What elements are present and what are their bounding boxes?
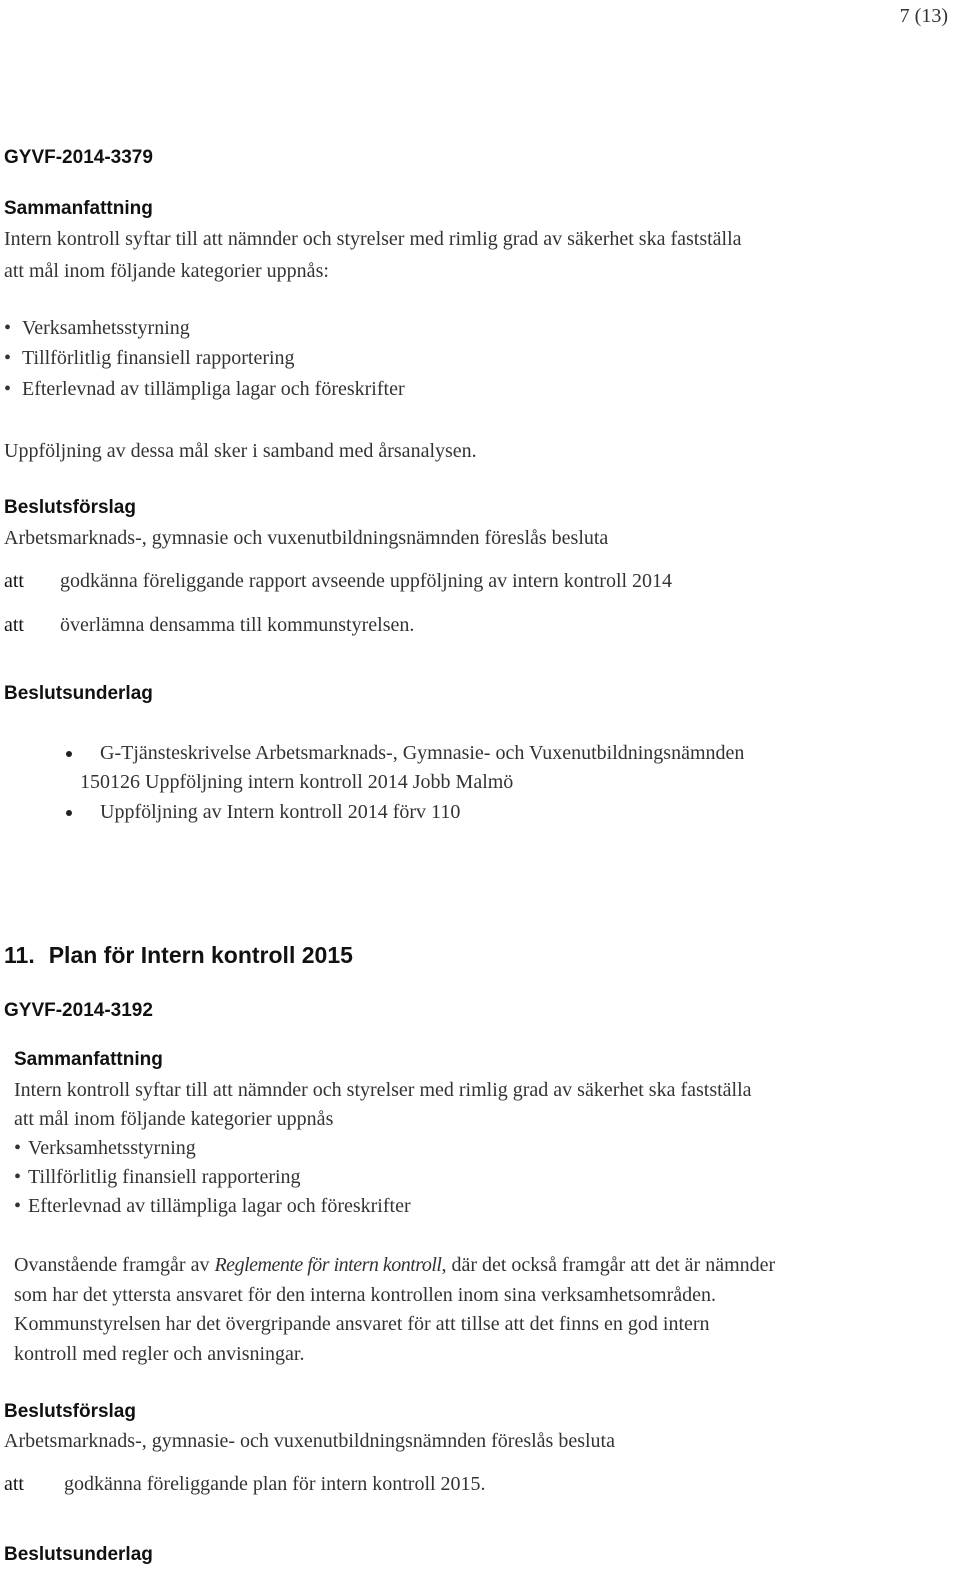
paragraph-line-4: kontroll med regler och anvisningar. xyxy=(14,1343,305,1365)
basis-item-1-line2: 150126 Uppföljning intern kontroll 2014 Jobb Malmö xyxy=(80,771,514,793)
decision-row: att godkänna föreliggande plan för intern kontroll 2015. xyxy=(4,1473,486,1495)
summary-line-2b: att mål inom följande kategorier uppnås xyxy=(14,1108,334,1130)
basis-item-2: Uppföljning av Intern kontroll 2014 förv 110 xyxy=(100,801,461,823)
basis-item-1-line1: G-Tjänsteskrivelse Arbetsmarknads-, Gymnasie- och Vuxenutbildningsnämnden xyxy=(100,742,745,764)
bullet-item: • Tillförlitlig finansiell rapportering xyxy=(14,1166,301,1188)
bullet-item: • Efterlevnad av tillämpliga lagar och föreskrifter xyxy=(14,1195,411,1217)
summary-line-2a: Intern kontroll syftar till att nämnder och styrelser med rimlig grad av säkerhet ska fastställa xyxy=(14,1079,752,1101)
bullet-item: • Efterlevnad av tillämpliga lagar och föreskrifter xyxy=(4,378,405,400)
proposal-intro-2: Arbetsmarknads-, gymnasie- och vuxenutbildningsnämnden föreslås besluta xyxy=(4,1430,615,1452)
bullet-icon: • xyxy=(4,378,12,400)
summary-heading-2: Sammanfattning xyxy=(14,1049,163,1070)
proposal-heading-2: Beslutsförslag xyxy=(4,1401,136,1422)
bullet-icon xyxy=(66,751,72,757)
paragraph-line-3: Kommunstyrelsen har det övergripande ansvaret för att tillse att det finns en god intern xyxy=(14,1313,710,1335)
bullet-item: • Verksamhetsstyrning xyxy=(14,1137,196,1159)
bullet-icon: • xyxy=(4,317,12,339)
bullet-icon: • xyxy=(14,1137,22,1159)
basis-heading-2: Beslutsunderlag xyxy=(4,1544,153,1565)
paragraph-line-2: som har det yttersta ansvaret för den interna kontrollen inom sina verksamhetsområden. xyxy=(14,1284,717,1306)
decision-row: att godkänna föreliggande rapport avseende uppföljning av intern kontroll 2014 xyxy=(4,570,673,592)
paragraph-line-1: Ovanstående framgår av Reglemente för intern kontroll, där det också framgår att det är nämnder xyxy=(14,1254,776,1276)
regulation-title: Reglemente för intern kontroll xyxy=(214,1254,442,1276)
summary-line-1b: att mål inom följande kategorier uppnås: xyxy=(4,260,329,282)
case-id-1: GYVF-2014-3379 xyxy=(4,147,153,168)
basis-heading-1: Beslutsunderlag xyxy=(4,683,153,704)
summary-heading-1: Sammanfattning xyxy=(4,198,153,219)
bullet-item: • Tillförlitlig finansiell rapportering xyxy=(4,347,295,369)
section-heading: 11. Plan för Intern kontroll 2015 xyxy=(4,942,353,968)
bullet-item: • Verksamhetsstyrning xyxy=(4,317,190,339)
bullet-icon: • xyxy=(14,1195,22,1217)
bullet-icon xyxy=(66,810,72,816)
proposal-heading-1: Beslutsförslag xyxy=(4,497,136,518)
summary-line-1a: Intern kontroll syftar till att nämnder och styrelser med rimlig grad av säkerhet ska fastställa xyxy=(4,228,742,250)
decision-row: att överlämna densamma till kommunstyrelsen. xyxy=(4,614,415,636)
case-id-2: GYVF-2014-3192 xyxy=(4,1000,153,1021)
page-number: 7 (13) xyxy=(899,5,948,27)
bullet-icon: • xyxy=(4,347,12,369)
proposal-intro-1: Arbetsmarknads-, gymnasie och vuxenutbildningsnämnden föreslås besluta xyxy=(4,527,609,549)
followup-text: Uppföljning av dessa mål sker i samband med årsanalysen. xyxy=(4,440,477,462)
bullet-icon: • xyxy=(14,1166,22,1188)
